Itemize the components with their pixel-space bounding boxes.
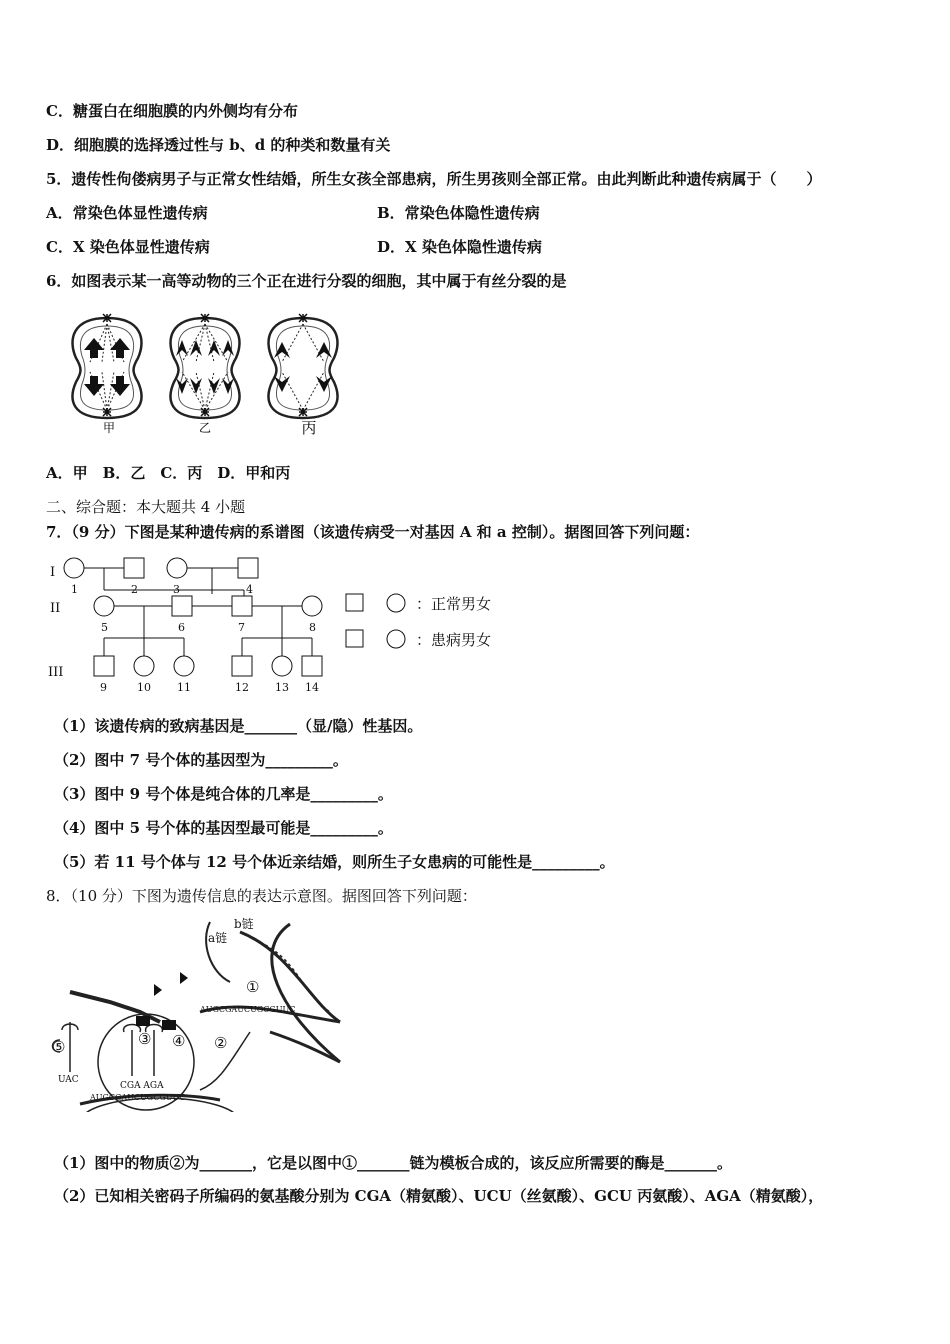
label-9: 9: [100, 681, 107, 694]
q7-sub1: （1）该遗传病的致病基因是_______（显/隐）性基因。: [54, 717, 423, 735]
pedigree-individual-1: [64, 558, 84, 578]
q7-sub5: （5）若 11 号个体与 12 号个体近亲结婚，则所生子女患病的可能性是_________。: [54, 853, 615, 871]
legend-normal-female: [387, 594, 405, 612]
label-marker-3: ③: [138, 1030, 152, 1048]
section-heading: 二、综合题：本大题共 4 小题: [46, 498, 246, 516]
pedigree-individual-4: [238, 558, 258, 578]
legend-affected-female: [387, 630, 405, 648]
pedigree-individual-12: [232, 656, 252, 676]
label-2: 2: [131, 583, 138, 596]
q8-sub1: （1）图中的物质②为_______，它是以图中①_______链为模板合成的，该反应所需要的酶是_______。: [54, 1154, 732, 1172]
label-4: 4: [246, 583, 253, 596]
q5-option-b: B．常染色体隐性遗传病: [377, 204, 540, 222]
label-anticodon: UAC: [58, 1075, 79, 1085]
label-mrna-top: AUGCGAUCUGCGUUC: [200, 1005, 296, 1014]
q5-option-a: A．常染色体显性遗传病: [46, 204, 208, 222]
q7-stem: 7．（9 分）下图是某种遗传病的系谱图（该遗传病受一对基因 A 和 a 控制）。据图回答下列问题：: [46, 523, 700, 541]
q4-option-c: C．糖蛋白在细胞膜的内外侧均有分布: [46, 102, 298, 120]
label-14: 14: [305, 681, 319, 694]
label-marker-2: ②: [214, 1034, 228, 1052]
label-7: 7: [238, 621, 245, 634]
figure-label-bing: 丙: [301, 419, 317, 437]
label-mrna-bottom: AUGCGAUCUGCGUUC: [90, 1093, 186, 1102]
pedigree-individual-6: [172, 596, 192, 616]
label-b-chain: b链: [234, 917, 254, 931]
pedigree-individual-14: [302, 656, 322, 676]
legend-affected-male: [346, 630, 363, 647]
cell-division-figure: [62, 312, 354, 438]
figure-label-yi: 乙: [198, 421, 212, 435]
pedigree-individual-3: [167, 558, 187, 578]
pedigree-individual-8: [302, 596, 322, 616]
q8-sub2: （2）已知相关密码子所编码的氨基酸分别为 CGA（精氨酸）、UCU（丝氨酸）、GCU 丙氨酸）、AGA（精氨酸），: [54, 1187, 824, 1205]
q6-options: A．甲 B．乙 C．丙 D．甲和丙: [46, 464, 291, 482]
gen-label-ii: II: [50, 601, 61, 616]
label-marker-4: ④: [172, 1032, 186, 1050]
pedigree-individual-7: [232, 596, 252, 616]
cell-jia: [73, 314, 142, 418]
legend-normal-text: ：正常男女: [416, 595, 492, 613]
pedigree-individual-9: [94, 656, 114, 676]
gen-label-i: I: [50, 565, 56, 580]
label-marker-5: ⑤: [52, 1038, 66, 1056]
label-8: 8: [309, 621, 316, 634]
q4-option-d: D．细胞膜的选择透过性与 b、d 的种类和数量有关: [46, 136, 391, 154]
label-codons: CGA AGA: [120, 1081, 164, 1091]
label-marker-1: ①: [246, 978, 260, 996]
q5-stem: 5．遗传性佝偻病男子与正常女性结婚，所生女孩全部患病，所生男孩则全部正常。由此判断此种遗传病属于（ ）: [46, 170, 822, 188]
q7-sub2: （2）图中 7 号个体的基因型为_________。: [54, 751, 348, 769]
gen-label-iii: III: [48, 665, 64, 680]
label-13: 13: [275, 681, 289, 694]
legend-affected-text: ：患病男女: [416, 631, 492, 649]
label-3: 3: [173, 583, 180, 596]
cell-yi: [171, 314, 240, 418]
pedigree-individual-11: [174, 656, 194, 676]
pedigree-chart: [44, 552, 514, 698]
label-1: 1: [71, 583, 78, 596]
q8-stem: 8．（10 分）下图为遗传信息的表达示意图。据图回答下列问题：: [46, 887, 477, 905]
pedigree-individual-2: [124, 558, 144, 578]
cell-bing: [269, 314, 338, 418]
pedigree-individual-5: [94, 596, 114, 616]
q5-option-d: D．X 染色体隐性遗传病: [377, 238, 542, 256]
label-11: 11: [177, 681, 191, 694]
legend-normal-male: [346, 594, 363, 611]
label-a-chain: a链: [208, 931, 228, 945]
pedigree-individual-10: [134, 656, 154, 676]
label-6: 6: [178, 621, 185, 634]
q7-sub3: （3）图中 9 号个体是纯合体的几率是_________。: [54, 785, 393, 803]
q5-option-c: C．X 染色体显性遗传病: [46, 238, 210, 256]
gene-expression-figure: [50, 912, 346, 1112]
q6-stem: 6．如图表示某一高等动物的三个正在进行分裂的细胞，其中属于有丝分裂的是: [46, 272, 567, 290]
label-12: 12: [235, 681, 249, 694]
label-5: 5: [101, 621, 108, 634]
q7-sub4: （4）图中 5 号个体的基因型最可能是_________。: [54, 819, 393, 837]
figure-label-jia: 甲: [102, 421, 116, 435]
label-10: 10: [137, 681, 151, 694]
pedigree-individual-13: [272, 656, 292, 676]
